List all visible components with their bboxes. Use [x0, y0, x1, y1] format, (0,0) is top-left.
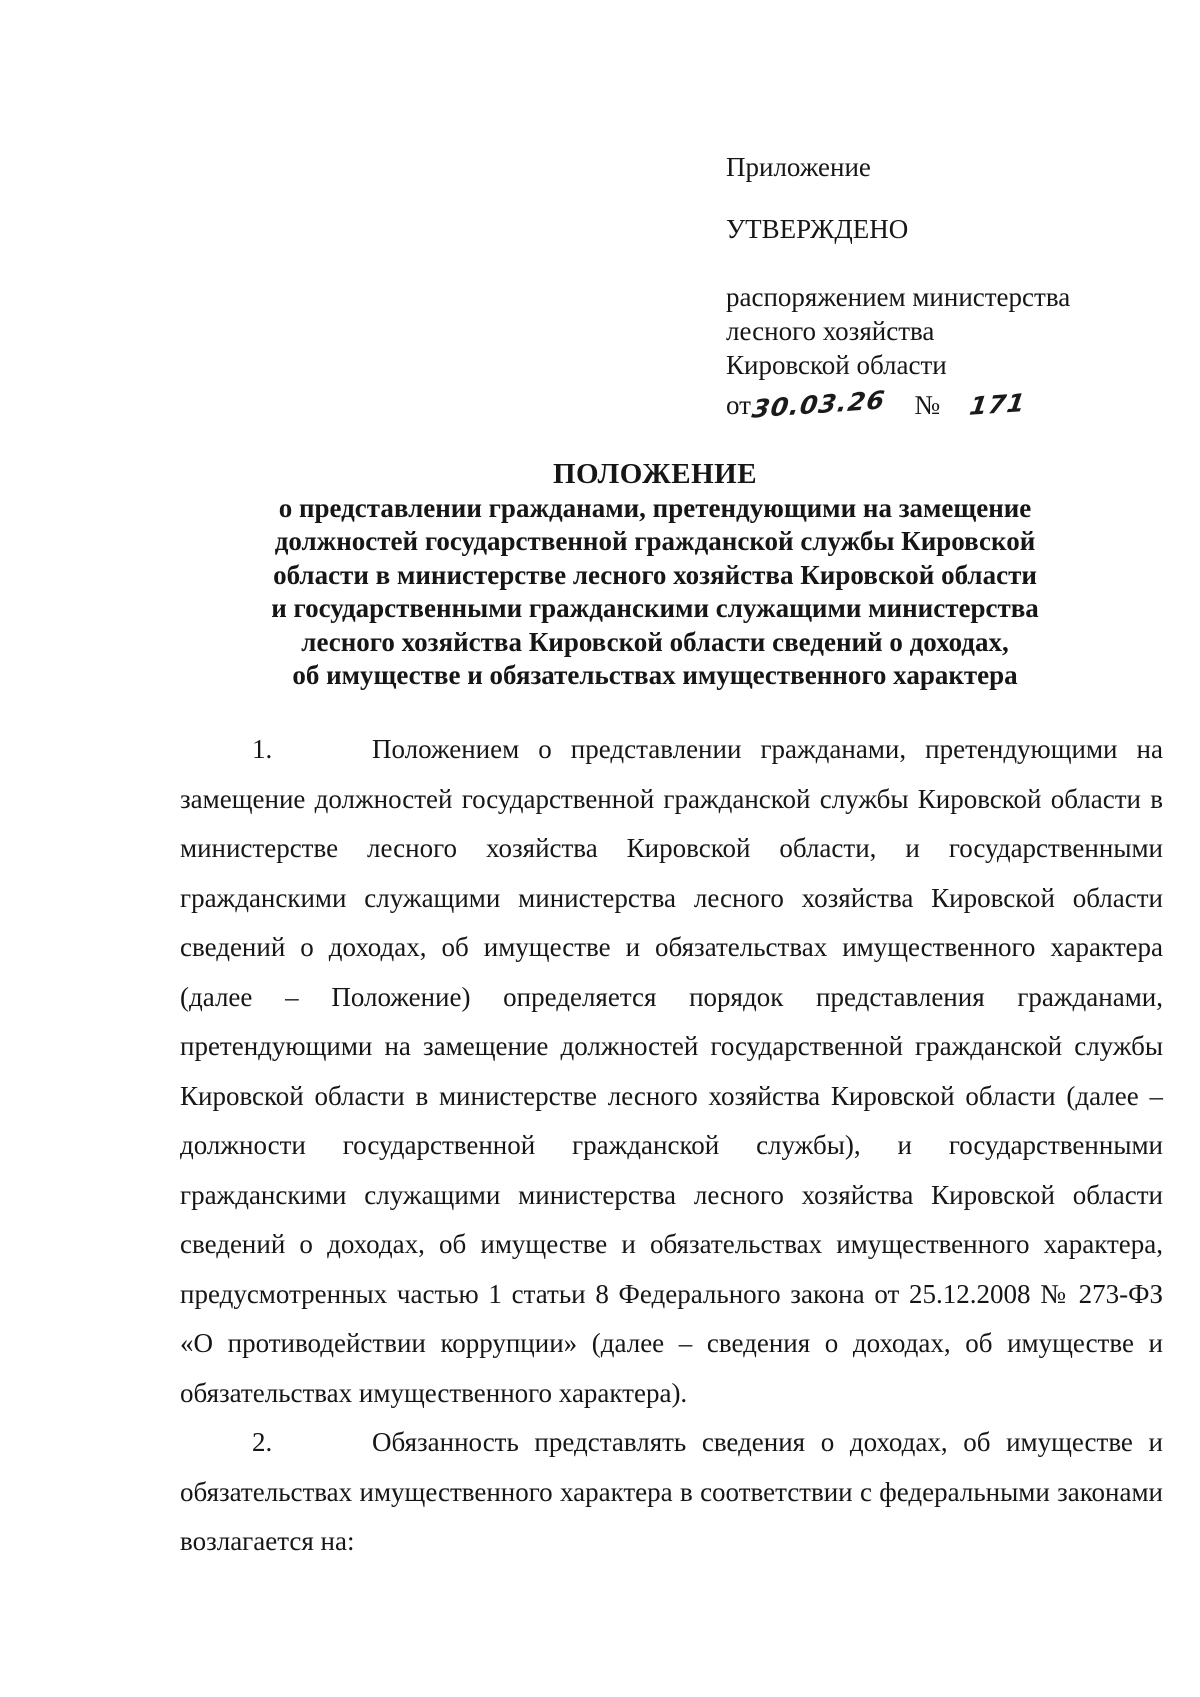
approval-issuer-line-2: лесного хозяйства: [726, 316, 935, 346]
title-line: и государственными гражданскими служащими министерства: [271, 593, 1039, 623]
handwritten-number: 171: [967, 388, 1028, 421]
paragraph-1: [180, 725, 1163, 1418]
document-title: [230, 458, 1080, 693]
date-number-line: [726, 382, 1126, 422]
title-main: ПОЛОЖЕНИЕ: [552, 458, 758, 490]
title-line: области в министерстве лесного хозяйства Кировской области: [273, 559, 1037, 590]
appendix-label: Приложение: [726, 152, 871, 182]
approval-issuer-line-1: распоряжением министерства: [726, 282, 1071, 312]
approval-issuer-line-3: Кировской области: [726, 350, 947, 380]
title-line: лесного хозяйства Кировской области сведений о доходах,: [301, 626, 1009, 657]
title-line: об имуществе и обязательствах имущественного характера: [292, 660, 1018, 690]
handwritten-date: 30.03.26: [750, 385, 888, 424]
paragraph-2: [180, 1418, 1163, 1567]
paragraph-text: Обязанность представлять сведения о доходах, об имуществе и обязательствах имущественного характера в соответствии с федеральными законами возлагается на:: [180, 1427, 1163, 1556]
title-line: о представлении гражданами, претендующими на замещение: [278, 492, 1032, 523]
paragraph-text: Положением о представлении гражданами, претендующими на замещение должностей государственной гражданской службы Кировской области в министерстве лесного хозяйства Кировской области, и государственными гражданскими служащими министерства лесного хозяйства Кировской области сведений о доходах, об имуществе и обязательствах имущественного характера (далее – Положение) определяется порядок представления гражданами, претендующими на замещение должностей государственной гражданской службы Кировской области в министерстве лесного хозяйства Кировской области (далее – должности государственной гражданской службы), и государственными гражданскими служащими министерства лесного хозяйства Кировской области сведений о доходах, об имуществе и обязательствах имущественного характера, предусмотренных частью 1 статьи 8 Федерального закона от 25.12.2008 № 273-ФЗ «О противодействии коррупции» (далее – сведения о доходах, об имуществе и обязательствах имущественного характера).: [180, 734, 1163, 1408]
paragraph-number: 1.: [252, 734, 273, 764]
approval-block: [726, 150, 1126, 422]
date-prefix: от: [726, 390, 751, 420]
title-line: должностей государственной гражданской службы Кировской: [274, 526, 1036, 556]
number-prefix: №: [914, 390, 941, 420]
paragraph-number: 2.: [252, 1427, 273, 1457]
document-body: [180, 725, 1163, 1567]
approved-label: УТВЕРЖДЕНО: [726, 214, 909, 244]
